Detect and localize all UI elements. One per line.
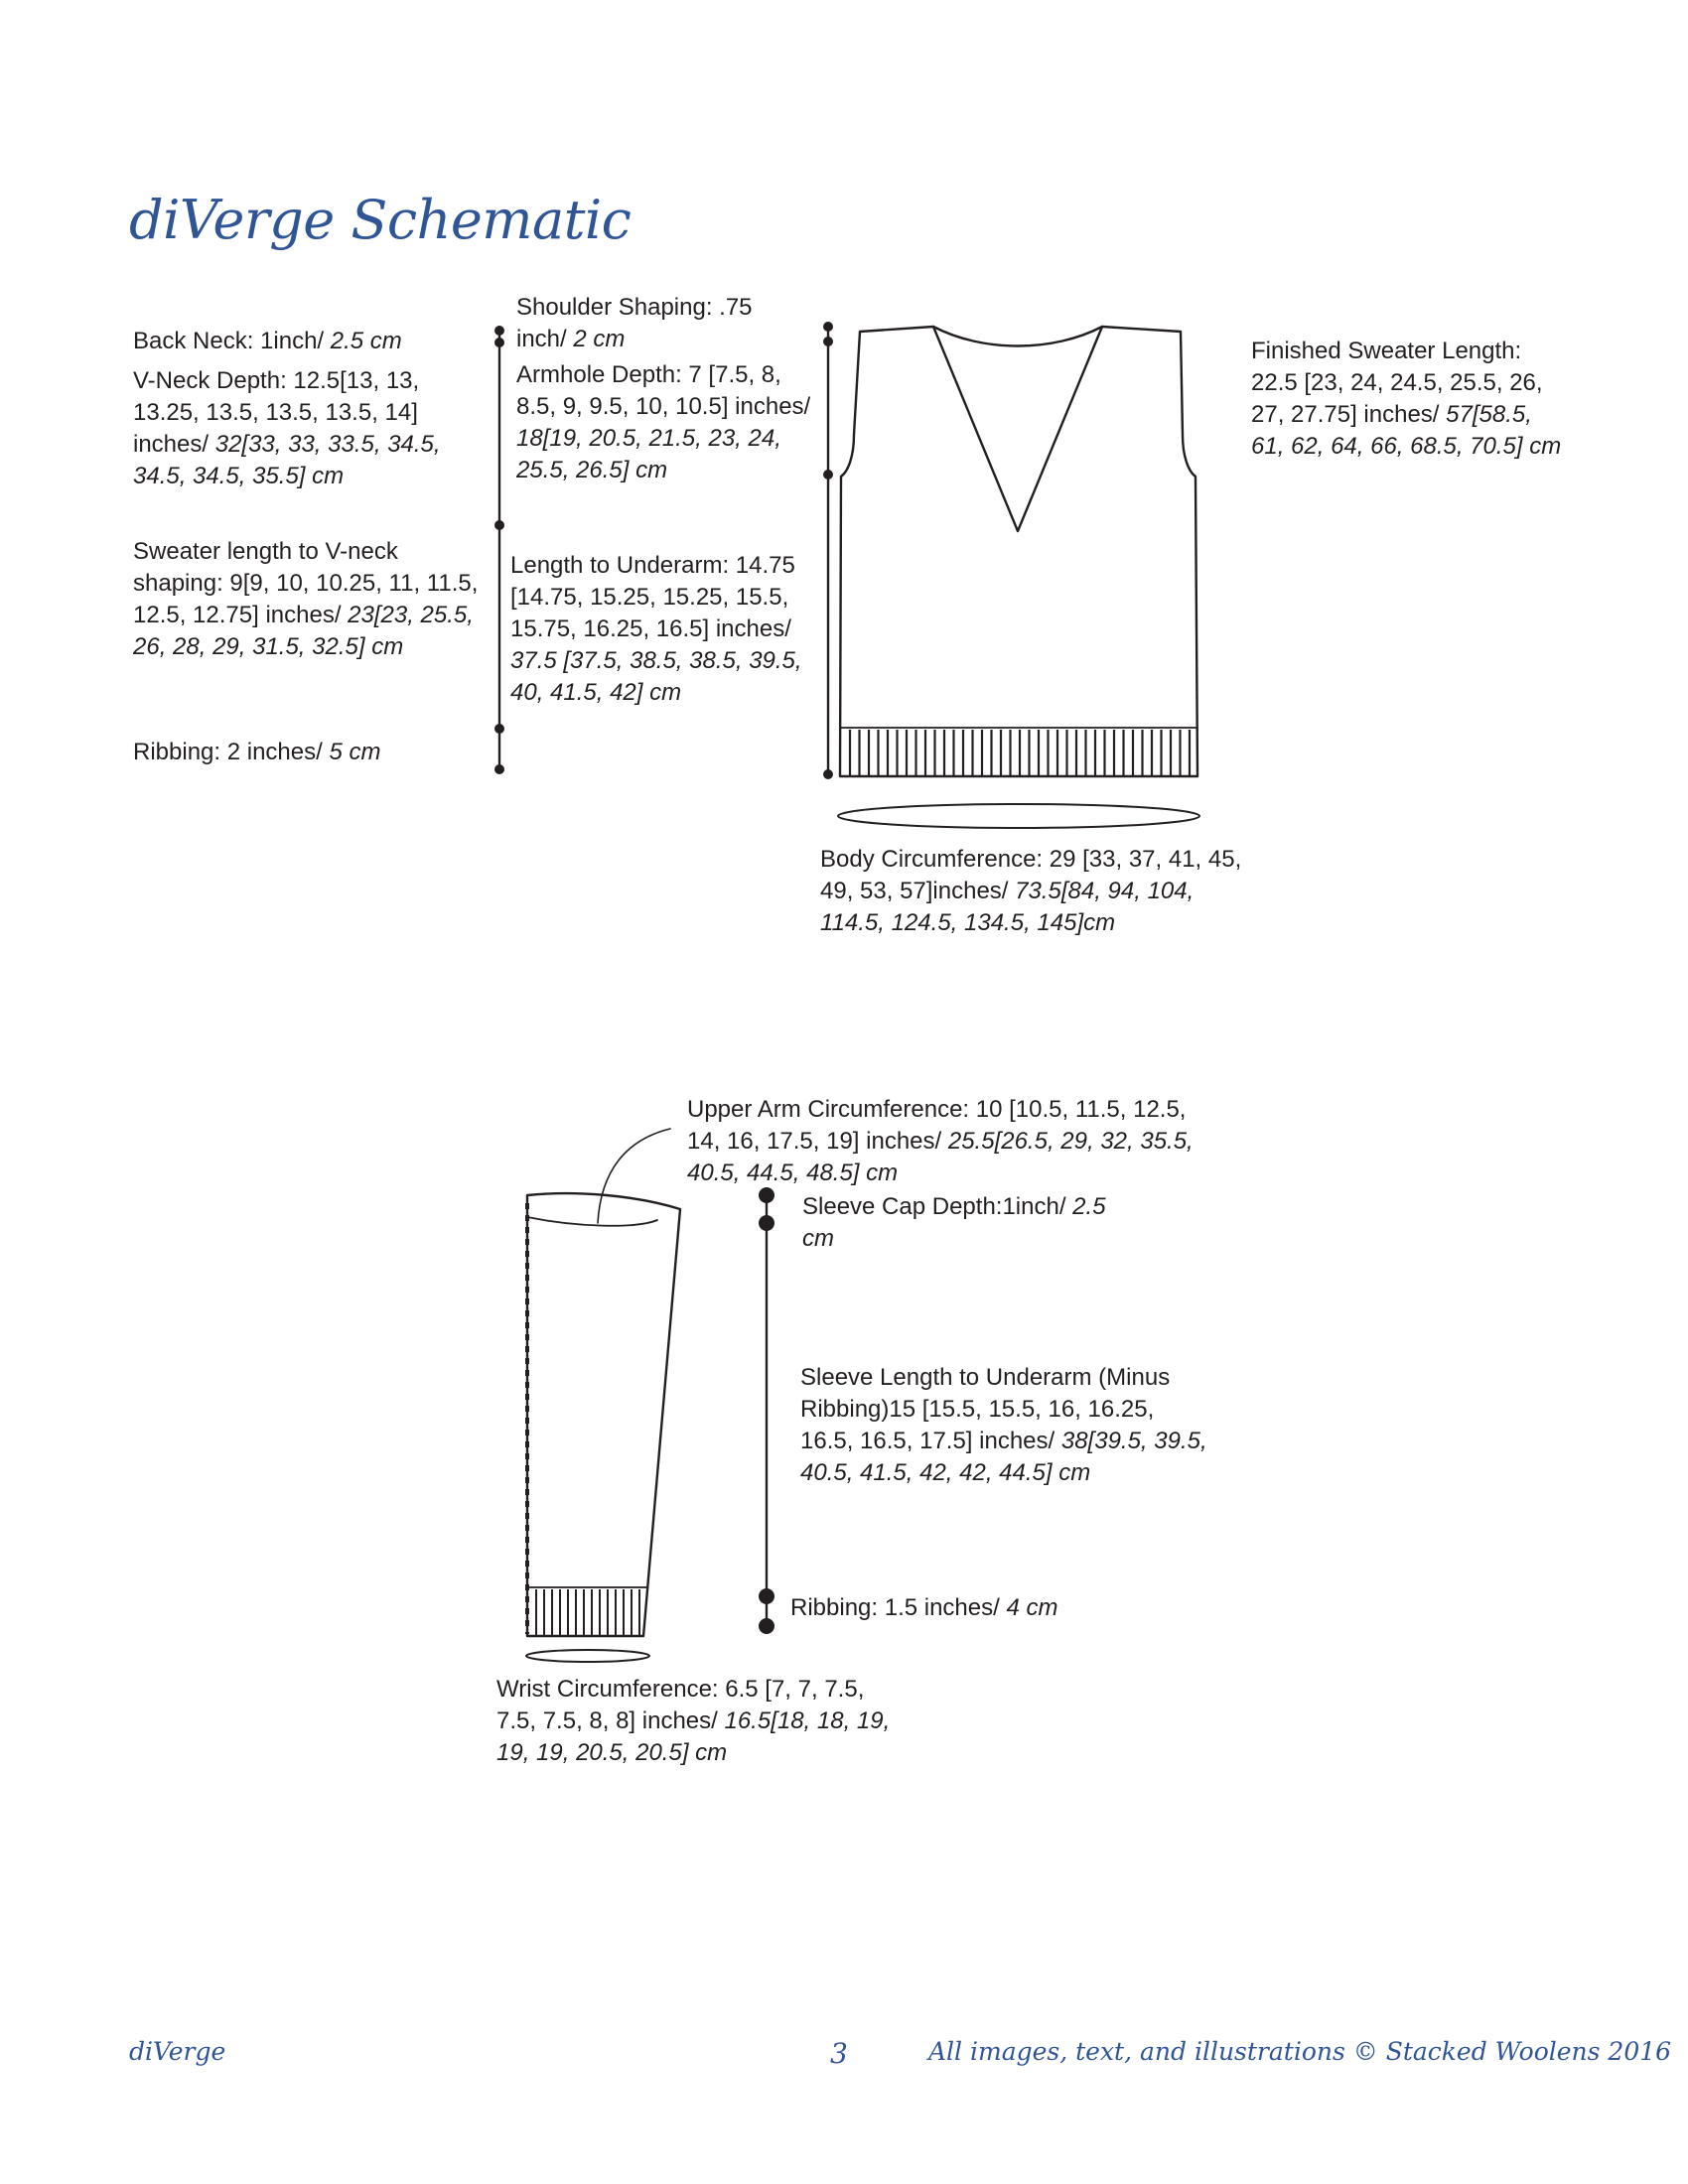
length-to-vneck-label: Sweater length to V-neck shaping: 9[9, 10, 10.25, 11, 11.5, 12.5, 12.75] inches/ 23[23, 25.5, 26, 28, 29, 31.5, 32.5] cm — [133, 538, 479, 660]
dim-dot — [759, 1618, 774, 1634]
back-neck-label: Back Neck: 1inch/ 2.5 cm — [133, 328, 402, 354]
dim-dot — [759, 1588, 774, 1604]
sleeve-cap-label: Sleeve Cap Depth:1inch/ 2.5 cm — [802, 1193, 1106, 1252]
sleeve-ribbing-label: Ribbing: 1.5 inches/ 4 cm — [790, 1594, 1058, 1621]
dim-dot — [823, 470, 833, 479]
body-ribbing — [850, 730, 1190, 775]
dim-dot — [494, 520, 504, 530]
dim-dot — [494, 326, 504, 336]
body-circumference-label: Body Circumference: 29 [33, 37, 41, 45, 49, 53, 57]inches/ 73.5[84, 94, 104, 114.5, 124.5, 134.5, 145]cm — [820, 846, 1242, 936]
length-to-underarm-label: Length to Underarm: 14.75 [14.75, 15.25, 15.25, 15.5, 15.75, 16.25, 16.5] inches/ 37.5 [37.5, 38.5, 38.5, 39.5, 40, 41.5, 42] cm — [510, 552, 802, 706]
dim-dot — [823, 322, 833, 332]
sleeve-outline — [527, 1193, 680, 1636]
vneck-outline — [933, 327, 1102, 531]
page-title: diVerge Schematic — [129, 189, 632, 251]
ribbing-label: Ribbing: 2 inches/ 5 cm — [133, 739, 381, 765]
dim-dot — [823, 337, 833, 346]
sleeve-ribbing — [536, 1589, 639, 1635]
dim-dot — [494, 338, 504, 347]
sleeve-length-label: Sleeve Length to Underarm (Minus Ribbing)15 [15.5, 15.5, 16, 16.25, 16.5, 16.5, 17.5] inches/ 38[39.5, 39.5, 40.5, 41.5, 42, 42, 44.5] cm — [800, 1364, 1207, 1486]
armhole-depth-label: Armhole Depth: 7 [7.5, 8, 8.5, 9, 9.5, 10, 10.5] inches/ 18[19, 20.5, 21.5, 23, 24, 25.5, 26.5] cm — [516, 361, 811, 483]
page-number: 3 — [830, 2037, 848, 2070]
vneck-depth-label: V-Neck Depth: 12.5[13, 13, 13.25, 13.5, 13.5, 13.5, 14] inches/ 32[33, 33, 33.5, 34.5, 34.5, 34.5, 35.5] cm — [133, 367, 441, 489]
dim-dot — [759, 1215, 774, 1231]
upper-arm-leader — [598, 1129, 670, 1223]
dim-dot — [494, 724, 504, 734]
body-circumference-ellipse — [838, 804, 1199, 828]
dim-dot — [759, 1187, 774, 1203]
wrist-ellipse — [526, 1650, 649, 1662]
footer-copyright: All images, text, and illustrations © Stacked Woolens 2016 — [928, 2037, 1672, 2066]
finished-length-label: Finished Sweater Length: 22.5 [23, 24, 24.5, 25.5, 26, 27, 27.75] inches/ 57[58.5, 61, 62, 64, 66, 68.5, 70.5] cm — [1251, 338, 1562, 460]
body-outline — [840, 327, 1197, 776]
dim-dot — [494, 764, 504, 774]
dim-dot — [823, 769, 833, 779]
wrist-circumference-label: Wrist Circumference: 6.5 [7, 7, 7.5, 7.5, 7.5, 8, 8] inches/ 16.5[18, 18, 19, 19, 19, 20.5, 20.5] cm — [496, 1676, 891, 1766]
upper-arm-label: Upper Arm Circumference: 10 [10.5, 11.5, 12.5, 14, 16, 17.5, 19] inches/ 25.5[26.5, 29, 32, 35.5, 40.5, 44.5, 48.5] cm — [687, 1096, 1194, 1186]
sleeve-cap-curve — [527, 1217, 657, 1226]
footer-title: diVerge — [129, 2037, 226, 2066]
shoulder-shaping-label: Shoulder Shaping: .75 inch/ 2 cm — [516, 294, 753, 352]
